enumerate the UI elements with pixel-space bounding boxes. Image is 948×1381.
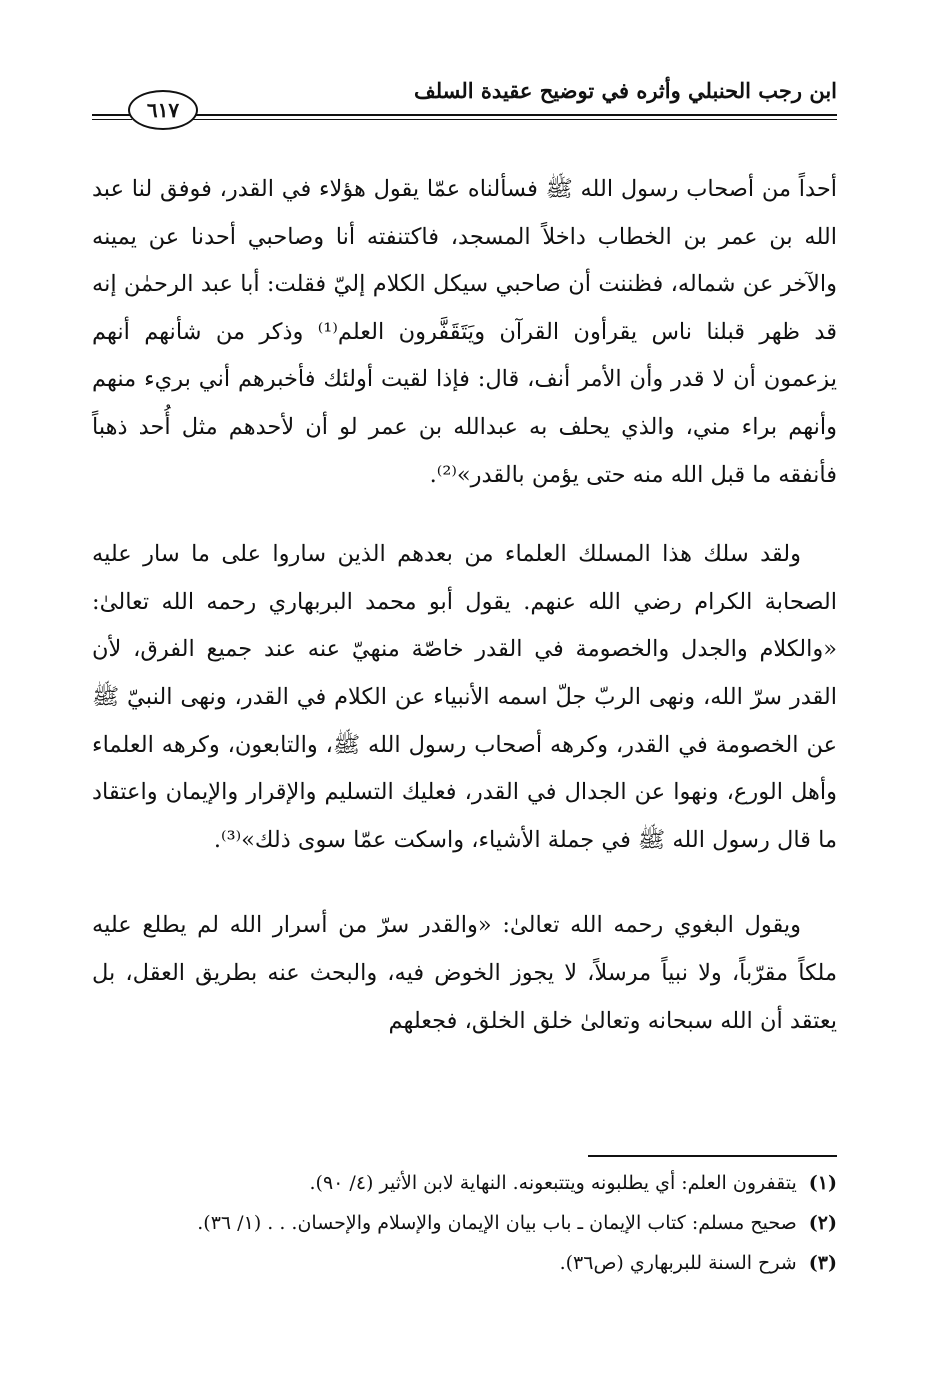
paragraph-2: ولقد سلك هذا المسلك العلماء من بعدهم الذين ساروا على ما سار عليه الصحابة الكرام رضي الله عنهم. يقول أبو محمد البربهاري رحمه الله تعالىٰ: «والكلام والجدل والخصومة في القدر خاصّة منهيّ عنه عند جميع الفرق، لأن القدر سرّ الله، ونهى الربّ جلّ اسمه الأنبياء عن الكلام في القدر، ونهى النبيّ ﷺ عن الخصومة في القدر، وكرهه أصحاب رسول الله ﷺ، والتابعون، وكرهه العلماء وأهل الورع، ونهوا عن الجدال في القدر، فعليك التسليم والإقرار والإيمان واعتقاد ما قال رسول الله ﷺ في جملة الأشياء، واسكت عمّا سوى ذلك»⁽³⁾. [92,541,837,853]
running-header [92,72,837,132]
footnote-number: (٢) [808,1212,837,1234]
header-rule-left [92,114,132,120]
footnote-2 [92,1206,837,1240]
footnote-1 [92,1166,837,1200]
footnote-number: (٣) [808,1252,837,1274]
page-number: ٦١٧ [128,90,198,130]
main-text [92,166,837,1045]
footnote-3 [92,1246,837,1280]
paragraph-1: أحداً من أصحاب رسول الله ﷺ فسألناه عمّا يقول هؤلاء في القدر، فوفق لنا عبد الله بن عمر بن الخطاب داخلاً المسجد، فاكتنفته أنا وصاحبي أحدنا عن يمينه والآخر عن شماله، فظننت أن صاحبي سيكل الكلام إليّ فقلت: أبا عبد الرحمٰن إنه قد ظهر قبلنا ناس يقرأون القرآن ويَتَقَفَّرون العلم⁽¹⁾ وذكر من شأنهم أنهم يزعمون أن لا قدر وأن الأمر أنف، قال: فإذا لقيت أولئك فأخبرهم أني بريء منهم وأنهم براء مني، والذي يحلف به عبدالله بن عمر لو أن لأحدهم مثل أُحد ذهباً فأنفقه ما قبل الله منه حتى يؤمن بالقدر»⁽²⁾. [92,176,837,488]
footnote-text: يتقفرون العلم: أي يطلبونه ويتتبعونه. النهاية لابن الأثير (٤/ ٩٠). [309,1172,797,1194]
header-rule [158,114,837,120]
footnotes [92,1166,837,1286]
footnote-text: شرح السنة للبربهاري (ص٣٦). [559,1252,797,1274]
book-title: ابن رجب الحنبلي وأثره في توضيح عقيدة السلف [413,78,837,103]
footnote-separator [588,1155,837,1157]
footnote-number: (١) [808,1172,837,1194]
paragraph-3: ويقول البغوي رحمه الله تعالىٰ: «والقدر سرّ من أسرار الله لم يطلع عليه ملكاً مقرّباً، ولا نبياً مرسلاً، لا يجوز الخوض فيه، والبحث عنه بطريق العقل، بل يعتقد أن الله سبحانه وتعالىٰ خلق الخلق، فجعلهم [92,912,837,1034]
footnote-text: صحيح مسلم: كتاب الإيمان ـ باب بيان الإيمان والإسلام والإحسان. . . (١/ ٣٦). [197,1212,797,1234]
